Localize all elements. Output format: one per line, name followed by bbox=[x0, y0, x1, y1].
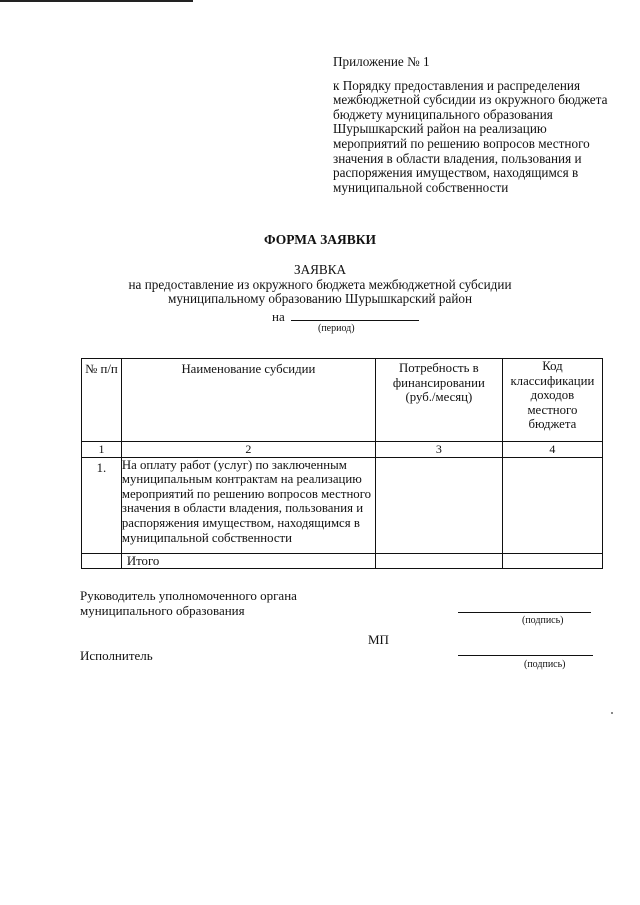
header-code: Код классификации доходов местного бюджета bbox=[502, 359, 602, 442]
col-index: 2 bbox=[121, 442, 375, 458]
request-block bbox=[0, 263, 640, 307]
col-index: 3 bbox=[375, 442, 502, 458]
head-signature-label bbox=[80, 588, 297, 618]
head-line-1: Руководитель уполномоченного органа bbox=[80, 588, 297, 603]
period-on-label: на bbox=[272, 309, 285, 324]
period-fill-line[interactable] bbox=[291, 309, 419, 321]
head-signature-line[interactable] bbox=[458, 612, 591, 613]
head-signature-note: (подпись) bbox=[522, 615, 564, 626]
appendix-block bbox=[333, 55, 633, 195]
total-num-cell bbox=[82, 553, 122, 569]
appendix-line: мероприятий по решению вопросов местного bbox=[333, 135, 590, 151]
total-need-cell[interactable] bbox=[375, 553, 502, 569]
row-need[interactable] bbox=[375, 457, 502, 553]
scan-speck bbox=[611, 712, 613, 714]
period-note: (период) bbox=[318, 323, 355, 334]
appendix-line: Шурышкарский район на реализацию bbox=[333, 121, 547, 137]
appendix-line: межбюджетной субсидии из окружного бюджета bbox=[333, 92, 608, 108]
row-num: 1. bbox=[82, 457, 122, 553]
appendix-line: значения в области владения, пользования и bbox=[333, 150, 582, 166]
total-label: Итого bbox=[121, 553, 375, 569]
appendix-line: муниципальной собственности bbox=[333, 179, 509, 195]
header-num: № п/п bbox=[82, 359, 122, 442]
subsidy-table bbox=[81, 358, 603, 569]
request-line-2: муниципальному образованию Шурышкарский район bbox=[167, 291, 473, 307]
header-name: Наименование субсидии bbox=[121, 359, 375, 442]
request-line-1: на предоставление из окружного бюджета межбюджетной субсидии bbox=[128, 276, 512, 292]
executor-label: Исполнитель bbox=[80, 648, 153, 663]
table-header-row bbox=[82, 359, 603, 442]
executor-signature-note: (подпись) bbox=[524, 659, 566, 670]
stamp-mark: МП bbox=[368, 632, 389, 647]
col-index: 4 bbox=[502, 442, 602, 458]
total-code-cell[interactable] bbox=[502, 553, 602, 569]
appendix-heading: Приложение № 1 bbox=[333, 54, 430, 69]
head-line-2: муниципального образования bbox=[80, 603, 245, 618]
table-row bbox=[82, 457, 603, 553]
total-row bbox=[82, 553, 603, 569]
row-code[interactable] bbox=[502, 457, 602, 553]
header-need: Потребность в финансировании (руб./месяц) bbox=[375, 359, 502, 442]
column-index-row bbox=[82, 442, 603, 458]
col-index: 1 bbox=[82, 442, 122, 458]
scan-edge-line bbox=[0, 0, 193, 2]
appendix-line: к Порядку предоставления и распределения bbox=[333, 77, 581, 93]
appendix-line: распоряжения имуществом, находящимся в bbox=[333, 165, 579, 181]
form-title: ФОРМА ЗАЯВКИ bbox=[263, 232, 377, 247]
executor-signature-line[interactable] bbox=[458, 655, 593, 656]
appendix-line: бюджету муниципального образования bbox=[333, 106, 553, 122]
row-name: На оплату работ (услуг) по заключенным муниципальным контрактам на реализацию мероприятий по решению вопросов местного значения в области владения, пользования и распоряжения имуществом, находящимся в муниципальной собственности bbox=[121, 457, 375, 553]
request-title: ЗАЯВКА bbox=[293, 262, 347, 277]
